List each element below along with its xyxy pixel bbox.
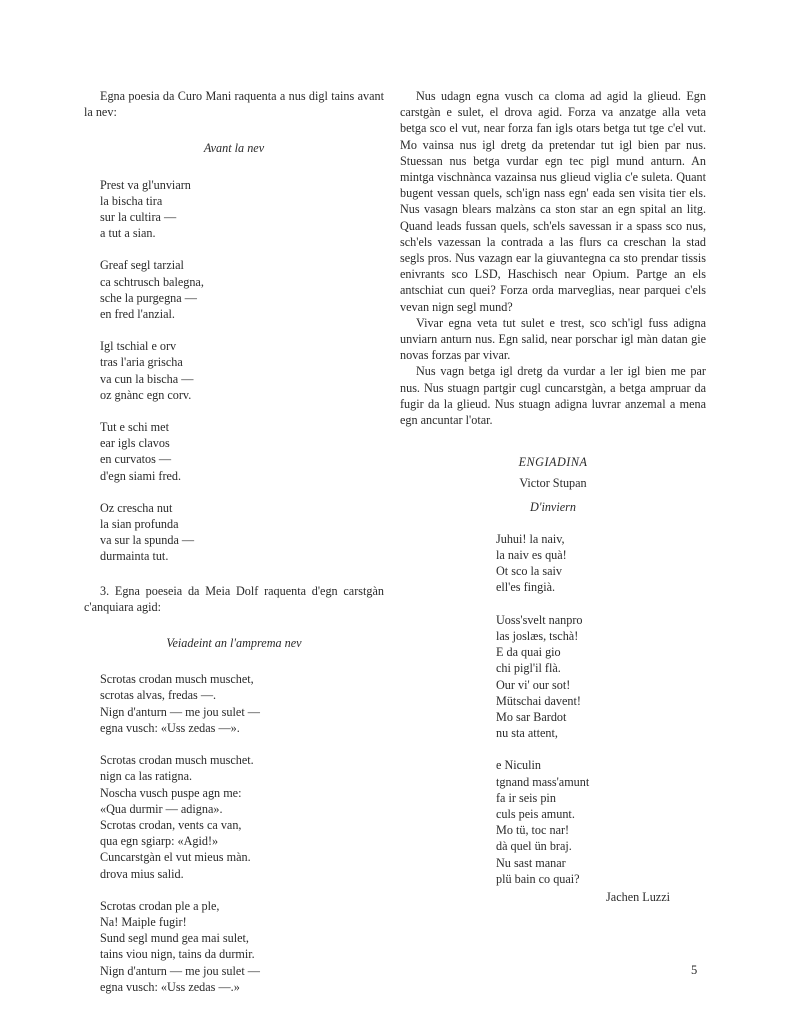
poem-line: la bischa tira bbox=[100, 193, 163, 208]
attribution: Jachen Luzzi bbox=[606, 889, 670, 904]
poem-line: chi pigl'il flà. bbox=[496, 661, 561, 676]
poem-line: la naiv es quà! bbox=[496, 548, 567, 563]
poem-line: ear igls clavos bbox=[100, 436, 170, 451]
poem-line: qua egn sgiarp: «Agid!» bbox=[100, 834, 219, 849]
poem-line: Nign d'anturn — me jou sulet — bbox=[100, 704, 260, 719]
poem-title-veiadeint: Veiadeint an l'amprema nev bbox=[166, 636, 302, 651]
poem-line: Uoss'svelt nanpro bbox=[496, 612, 583, 627]
essay-paragraph-2: Vivar egna veta tut sulet e trest, sco sch'igl fuss adigna unviarn anturn nus. Egn salid, near porschar igl màn datan gie novas forzas par vivar. bbox=[400, 315, 706, 363]
poem-line: dà quel ün braj. bbox=[496, 839, 572, 854]
poem-line: egna vusch: «Uss zedas —». bbox=[100, 720, 240, 735]
poem-title-dinviern: D'inviern bbox=[530, 499, 576, 514]
poem-title-avant-la-nev: Avant la nev bbox=[203, 141, 265, 156]
poem-veiadeint bbox=[84, 671, 384, 995]
poem-line: Nign d'anturn — me jou sulet — bbox=[100, 963, 260, 978]
poem-line: plü bain co quai? bbox=[496, 871, 580, 886]
poem-line: Na! Maiple fugir! bbox=[100, 914, 187, 929]
stanza bbox=[100, 419, 384, 484]
poem-line: culs peis amunt. bbox=[496, 806, 575, 821]
poem-line: «Qua durmir — adigna». bbox=[100, 801, 223, 816]
poem-line: nu sta attent, bbox=[496, 726, 558, 741]
stanza bbox=[100, 671, 384, 736]
poem-line: Juhui! la naiv, bbox=[496, 531, 565, 546]
poem-line: ca schtrusch balegna, bbox=[100, 274, 204, 289]
poem-line: E da quai gio bbox=[496, 645, 561, 660]
intro-paragraph-2: 3. Egna poeseia da Meia Dolf raquenta d'egn carstgàn c'anquiara agid: bbox=[84, 583, 384, 614]
poem-line: Scrotas crodan ple a ple, bbox=[100, 898, 220, 913]
poem-line: en fred l'anzial. bbox=[100, 307, 175, 322]
poem-line: la sian profunda bbox=[100, 517, 179, 532]
stanza bbox=[496, 531, 706, 596]
poet-name: Victor Stupan bbox=[519, 476, 587, 491]
poem-line: Tut e schi met bbox=[100, 420, 169, 435]
stanza bbox=[100, 898, 384, 995]
poem-line: Scrotas crodan musch muschet. bbox=[100, 753, 254, 768]
stanza bbox=[100, 500, 384, 565]
poem-avant-la-nev bbox=[84, 177, 384, 565]
essay-paragraph-1: Nus udagn egna vusch ca cloma ad agid la glieud. Egn carstgàn e sulet, el drova agid. Forza va anzatge alla veta betga sco el vut, near forza fan igls otars betga tut tge c'el vut. Mo vainsa nus igl dretg da pretendar tut igl bien par nus. Stuessan nus betga vurdar egn tec pigl mund anturn. An mintga vischnànca vazainsa nus glieud viglia c'e suleta. Quant bugent vessan quels, sch'ign nass egn' eada sen visita tier els. Nus vasagn blears malzàns ca ston star an egn spital an litg. Quand leads fussan quels, sch'els savessan ir a spass sco nus, sch'els vazessan la contrada a las flurs ca creschan la stad segls pros. Nus vazagn ear la giuvantegna ca sto prendar tissis enivrants sco LSD, Haschisch near Opium. Partge an els antschiat cun quei? Forza orda marveglias, near parquei c'els vevan nign segl mund? bbox=[400, 89, 706, 314]
poem-line: nign ca las ratigna. bbox=[100, 769, 193, 784]
poem-line: Igl tschial e orv bbox=[100, 339, 177, 354]
poem-line: durmainta tut. bbox=[100, 549, 169, 564]
poem-line: tgnand mass'amunt bbox=[496, 774, 590, 789]
poem-line: va sur la spunda — bbox=[100, 533, 195, 548]
poem-line: ell'es fingià. bbox=[496, 580, 556, 595]
poem-line: Nu sast manar bbox=[496, 855, 566, 870]
poem-line: en curvatos — bbox=[100, 452, 172, 467]
poem-line: Our vi' our sot! bbox=[496, 677, 571, 692]
poem-line: Mütschai davent! bbox=[496, 693, 581, 708]
poem-line: Mo sar Bardot bbox=[496, 709, 567, 724]
poem-line: las joslæs, tschà! bbox=[496, 628, 579, 643]
left-column bbox=[84, 88, 384, 1011]
poem-line: va cun la bischa — bbox=[100, 371, 194, 386]
stanza bbox=[496, 757, 706, 887]
poem-line: Sund segl mund gea mai sulet, bbox=[100, 931, 249, 946]
poem-line: Prest va gl'unviarn bbox=[100, 177, 191, 192]
stanza bbox=[100, 338, 384, 403]
essay-paragraph-3: Nus vagn betga igl dretg da vurdar a ler igl bien me par nus. Nus stuagn partgir cugl cuncarstgàn, a betga ampruar da fugir da la glieud. Nus stuagn adigna luvrar anzemal a mena egn ancuntar l'otar. bbox=[400, 364, 706, 428]
poem-line: scrotas alvas, fredas —. bbox=[100, 688, 217, 703]
stanza bbox=[100, 177, 384, 242]
stanza bbox=[100, 257, 384, 322]
poem-line: Ot sco la saiv bbox=[496, 564, 563, 579]
poem-line: tains viou nign, tains da durmir. bbox=[100, 947, 255, 962]
poem-line: Mo tü, toc nar! bbox=[496, 823, 570, 838]
poem-line: fa ir seis pin bbox=[496, 790, 556, 805]
poem-line: sche la purgegna — bbox=[100, 290, 197, 305]
poem-line: egna vusch: «Uss zedas —.» bbox=[100, 979, 240, 994]
poem-line: Greaf segl tarzial bbox=[100, 258, 184, 273]
poem-line: Scrotas crodan musch muschet, bbox=[100, 672, 254, 687]
stanza bbox=[496, 612, 706, 742]
poem-line: e Niculin bbox=[496, 758, 542, 773]
poem-line: oz gnànc egn corv. bbox=[100, 387, 192, 402]
poem-line: d'egn siami fred. bbox=[100, 468, 182, 483]
stanza bbox=[100, 752, 384, 882]
poem-line: a tut a sian. bbox=[100, 226, 156, 241]
poem-line: Cuncarstgàn el vut mieus màn. bbox=[100, 850, 251, 865]
intro-paragraph: Egna poesia da Curo Mani raquenta a nus digl tains avant la nev: bbox=[84, 89, 384, 120]
section-title-engiadina: ENGIADINA bbox=[518, 455, 588, 470]
poem-dinviern bbox=[400, 531, 706, 887]
poem-line: Noscha vusch puspe agn me: bbox=[100, 785, 242, 800]
poem-line: drova mius salid. bbox=[100, 866, 184, 881]
poem-line: sur la cultira — bbox=[100, 210, 177, 225]
poem-line: Scrotas crodan, vents ca van, bbox=[100, 817, 242, 832]
poem-line: tras l'aria grischa bbox=[100, 355, 183, 370]
right-column bbox=[400, 88, 706, 905]
page-number: 5 bbox=[691, 963, 698, 977]
poem-line: Oz crescha nut bbox=[100, 500, 173, 515]
